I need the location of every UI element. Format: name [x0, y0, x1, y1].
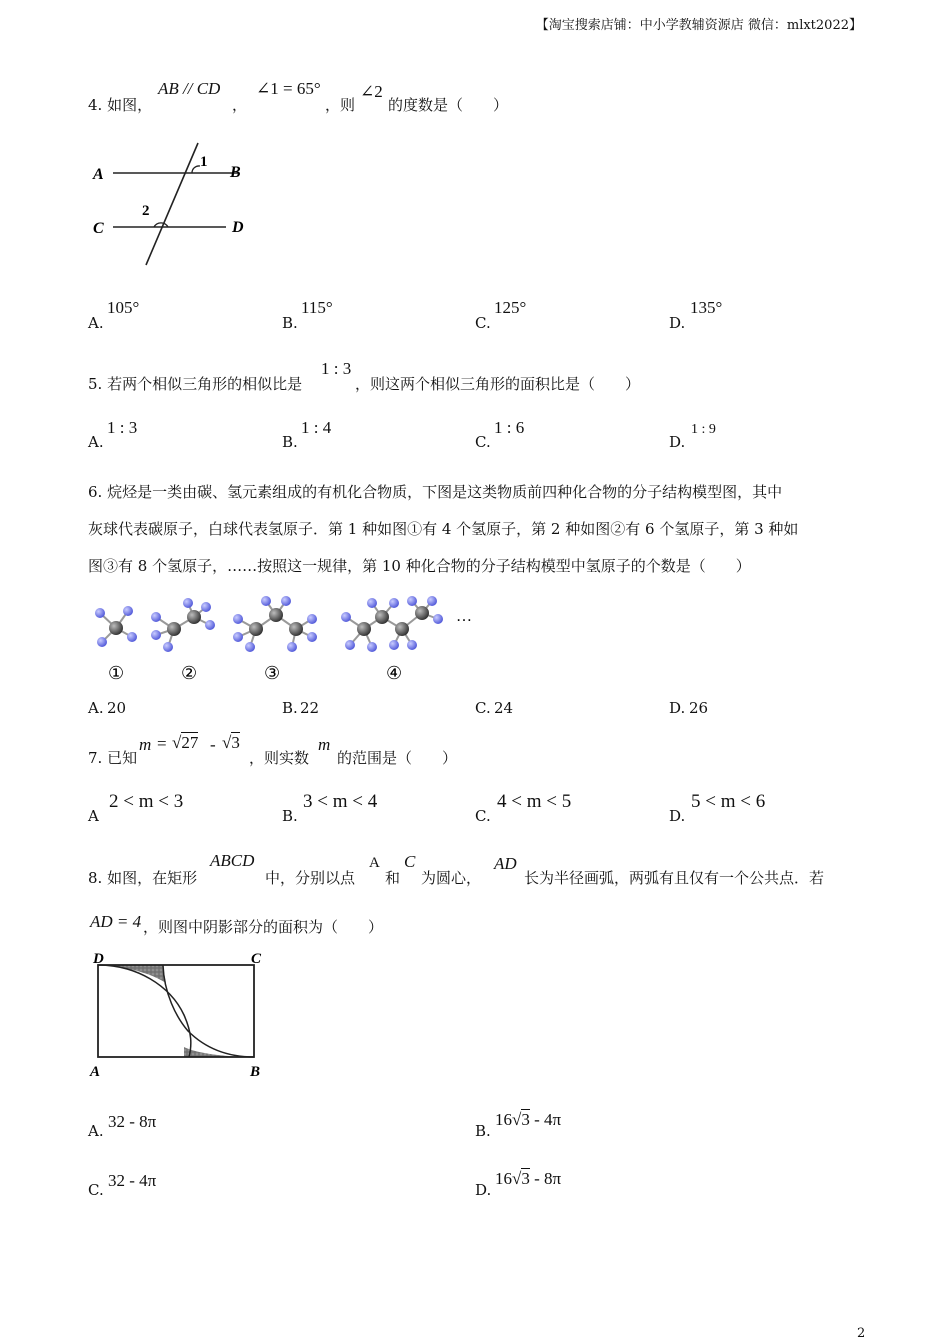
molecule-2	[151, 598, 215, 652]
q8-prefix: 8. 如图，在矩形	[88, 869, 198, 887]
q8-option-d-radicand: 3	[521, 1169, 530, 1188]
q5-option-a-value: 1 : 3	[107, 418, 138, 437]
page-number: 2	[857, 1326, 866, 1341]
page-header: 【淘宝搜索店铺：中小学教辅资源店 微信：mlxt2022】	[535, 18, 862, 33]
q7-mid: ，则实数	[249, 749, 310, 767]
q8-math-ad-eq-4: AD = 4	[90, 912, 142, 931]
q6-label-1: ①	[108, 663, 125, 683]
q5-option-b-value: 1 : 4	[301, 418, 332, 437]
q7-suffix: 的范围是（ ）	[337, 749, 458, 767]
q4-parallel-lines-figure	[88, 135, 258, 270]
q8-option-b-rest: - 4π	[529, 1110, 562, 1129]
q8-text-2: 和	[385, 869, 401, 887]
q8-fig-label-a: A	[90, 1064, 101, 1080]
q8-text-1: 中，分别以点	[265, 869, 356, 887]
q6-label-4: ④	[386, 663, 403, 683]
q7-math-m2: m	[318, 735, 331, 754]
q7-option-a-value: 2 < m < 3	[109, 791, 184, 812]
q4-fig-label-c: C	[93, 220, 104, 237]
q8-fig-label-b: B	[250, 1064, 261, 1080]
q5-option-d-value: 1 : 9	[691, 422, 716, 437]
q7-option-b-value: 3 < m < 4	[303, 791, 378, 812]
q8-option-d-value: 16√3 - 8π	[495, 1169, 562, 1188]
q8-option-b-letter: B.	[475, 1122, 491, 1140]
q8-text-4: 长为半径画弧，两弧有且仅有一个公共点．若	[524, 869, 825, 887]
q6-option-d-letter: D.	[669, 699, 686, 717]
q8-rectangle-arcs-figure	[88, 945, 273, 1085]
q4-mid: ，则	[325, 96, 356, 114]
q7-sqrt-3-radicand: 3	[231, 733, 240, 752]
q7-sqrt-3: √3	[222, 733, 240, 752]
q7-option-b-letter: B.	[282, 807, 298, 825]
q8-math-a: A	[369, 855, 380, 871]
q6-option-d-value: 26	[689, 699, 709, 717]
q5-math-ratio: 1 : 3	[321, 359, 352, 378]
q8-option-d-rest: - 8π	[529, 1169, 562, 1188]
q6-molecule-figure	[88, 595, 488, 690]
q5-option-c-value: 1 : 6	[494, 418, 525, 437]
q8-fig-label-c: C	[251, 951, 262, 967]
q8-text-5: ，则图中阴影部分的面积为（ ）	[143, 918, 384, 936]
q4-math-angle1: ∠1 = 65°	[256, 79, 321, 98]
q4-option-b-letter: B.	[282, 314, 298, 332]
q5-option-b-letter: B.	[282, 433, 298, 451]
q4-option-d-value: 135°	[690, 298, 723, 317]
q6-option-c-letter: C.	[475, 699, 491, 717]
q6-ellipsis: …	[456, 608, 472, 625]
q7-math-m: m	[139, 735, 152, 754]
q8-option-d-letter: D.	[475, 1181, 492, 1199]
q6-label-2: ②	[181, 663, 198, 683]
q4-option-d-letter: D.	[669, 314, 686, 332]
q6-option-a-letter: A.	[88, 699, 104, 717]
q7-sqrt-27: √27	[172, 733, 199, 752]
q5-prefix: 5. 若两个相似三角形的相似比是	[88, 375, 303, 393]
q8-option-a-value: 32 - 8π	[108, 1112, 157, 1131]
q4-fig-label-1: 1	[200, 154, 208, 170]
q8-option-d-coef: 16	[495, 1169, 512, 1188]
q7-prefix: 7. 已知	[88, 749, 138, 767]
q4-option-a-letter: A.	[88, 314, 104, 332]
q4-option-b-value: 115°	[301, 298, 333, 317]
molecule-1	[95, 606, 137, 647]
q7-math-eq: =	[157, 734, 167, 753]
q6-line-2: 灰球代表碳原子，白球代表氢原子．第 1 种如图①有 4 个氢原子，第 2 种如图②有 6 个氢原子，第 3 种如	[88, 520, 799, 538]
q6-option-a-value: 20	[107, 699, 127, 717]
q7-option-c-value: 4 < m < 5	[497, 791, 572, 812]
q4-sep: ，	[232, 96, 248, 114]
molecule-4	[341, 596, 443, 652]
q4-fig-label-a: A	[93, 166, 104, 183]
q4-option-c-letter: C.	[475, 314, 491, 332]
molecule-3	[233, 596, 317, 652]
q7-sqrt-27-radicand: 27	[181, 733, 199, 752]
q8-option-c-letter: C.	[88, 1181, 104, 1199]
q5-option-a-letter: A.	[88, 433, 104, 451]
q6-option-c-value: 24	[494, 699, 514, 717]
q4-fig-label-d: D	[232, 219, 244, 236]
q4-math-angle2: ∠2	[360, 82, 383, 101]
q8-option-b-coef: 16	[495, 1110, 512, 1129]
q4-fig-label-b: B	[230, 164, 241, 181]
q4-option-a-value: 105°	[107, 298, 140, 317]
q4-option-c-value: 125°	[494, 298, 527, 317]
q8-option-b-radicand: 3	[521, 1110, 530, 1129]
q6-label-3: ③	[264, 663, 281, 683]
q6-option-b-value: 22	[300, 699, 320, 717]
q5-option-c-letter: C.	[475, 433, 491, 451]
q7-math-minus: -	[210, 735, 216, 754]
q6-line-3: 图③有 8 个氢原子，……按照这一规律，第 10 种化合物的分子结构模型中氢原子的个数是（ ）	[88, 557, 751, 575]
q7-option-d-letter: D.	[669, 807, 686, 825]
q8-math-c: C	[404, 852, 416, 871]
q8-fig-label-d: D	[93, 951, 104, 967]
q8-option-b-value: 16√3 - 4π	[495, 1110, 562, 1129]
q7-option-d-value: 5 < m < 6	[691, 791, 766, 812]
q5-option-d-letter: D.	[669, 433, 686, 451]
q8-text-3: 为圆心，	[421, 869, 482, 887]
q8-option-a-letter: A.	[88, 1122, 104, 1140]
q4-prefix: 4. 如图，	[88, 96, 153, 114]
q7-option-c-letter: C.	[475, 807, 491, 825]
q8-option-c-value: 32 - 4π	[108, 1171, 157, 1190]
q6-line-1: 6. 烷烃是一类由碳、氢元素组成的有机化合物质，下图是这类物质前四种化合物的分子结构模型图，其中	[88, 483, 783, 501]
q8-math-ad: AD	[494, 854, 517, 873]
q7-option-a-letter: A	[88, 807, 99, 825]
q4-fig-label-2: 2	[142, 203, 150, 219]
q5-suffix: ，则这两个相似三角形的面积比是（ ）	[355, 375, 641, 393]
q8-math-abcd: ABCD	[210, 851, 255, 870]
q4-math-parallel: AB // CD	[158, 79, 221, 98]
q4-suffix: 的度数是（ ）	[388, 96, 509, 114]
q6-option-b-letter: B.	[282, 699, 298, 717]
